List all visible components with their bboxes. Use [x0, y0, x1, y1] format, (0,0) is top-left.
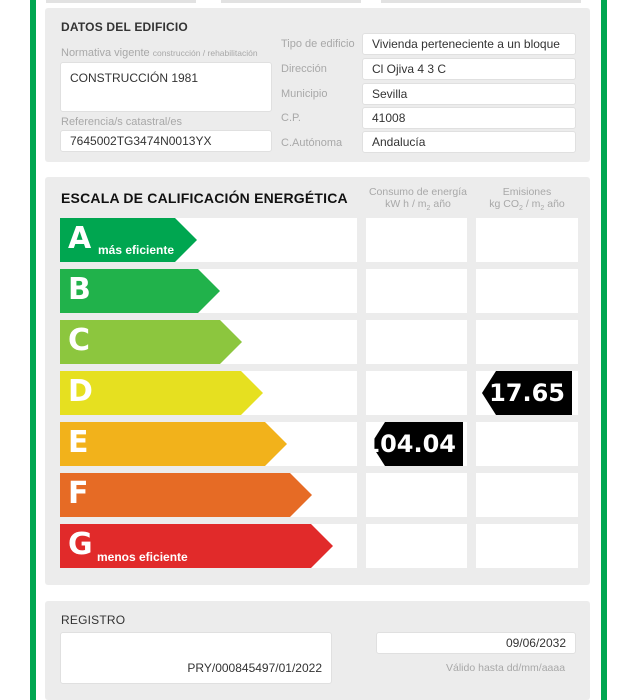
- field-label-ccaa: C.Autónoma: [281, 137, 343, 149]
- field-label-direccion: Dirección: [281, 63, 327, 75]
- emisiones-header: Emisiones kg $CO_2 / m_2$ año: [489, 186, 565, 213]
- referencia-value: 7645002TG3474N0013YX: [60, 130, 272, 152]
- rating-letter: E: [68, 425, 89, 460]
- rating-letter: G: [68, 527, 93, 562]
- normativa-label: Normativa vigente construcción / rehabilitación: [61, 47, 258, 59]
- rating-letter: D: [68, 374, 93, 409]
- consumo-cell-f: [366, 473, 467, 517]
- energy-scale-title: ESCALA DE CALIFICACIÓN ENERGÉTICA: [61, 190, 348, 206]
- consumo-cell-c: [366, 320, 467, 364]
- registro-title: REGISTRO: [61, 613, 126, 627]
- consumo-header: Consumo de energía kW h / $m_2$ año: [368, 186, 468, 213]
- normativa-value: CONSTRUCCIÓN 1981: [60, 62, 272, 112]
- rating-arrow-b: [60, 269, 220, 313]
- rating-arrow-e: [60, 422, 287, 466]
- registro-number: PRY/000845497/01/2022: [60, 632, 332, 684]
- field-value-ccaa: Andalucía: [362, 131, 576, 153]
- field-value-tipo: Vivienda perteneciente a un bloque: [362, 33, 576, 55]
- consumo-cell-a: [366, 218, 467, 262]
- field-label-municipio: Municipio: [281, 88, 328, 100]
- valid-until-label: Válido hasta dd/mm/aaaa: [446, 662, 566, 674]
- emisiones-value-tag: [482, 371, 572, 415]
- valid-until-value: 09/06/2032: [376, 632, 576, 654]
- rating-arrow-c: [60, 320, 242, 364]
- rating-letter: C: [68, 323, 91, 358]
- rating-arrow-d: [60, 371, 263, 415]
- rating-letter: A: [68, 221, 92, 256]
- rating-note: menos eficiente: [97, 550, 188, 564]
- field-value-direccion: Cl Ojiva 4 3 C: [362, 58, 576, 80]
- top-strip: [36, 0, 601, 4]
- emisiones-cell-g: [476, 524, 578, 568]
- rating-letter: F: [68, 476, 89, 511]
- emisiones-cell-a: [476, 218, 578, 262]
- referencia-label: Referencia/s catastral/es: [61, 116, 183, 128]
- field-value-cp: 41008: [362, 107, 576, 129]
- emisiones-cell-b: [476, 269, 578, 313]
- consumo-cell-d: [366, 371, 467, 415]
- field-label-tipo: Tipo de edificio: [281, 38, 355, 50]
- emisiones-cell-c: [476, 320, 578, 364]
- consumo-value-tag-text: 104.04: [363, 430, 456, 458]
- consumo-cell-g: [366, 524, 467, 568]
- consumo-cell-b: [366, 269, 467, 313]
- rating-arrow-g: [60, 524, 333, 568]
- emisiones-value-tag-text: 17.65: [489, 379, 565, 407]
- field-label-cp: C.P.: [281, 112, 301, 124]
- consumo-value-tag: [363, 422, 463, 466]
- rating-letter: B: [68, 272, 91, 307]
- emisiones-cell-e: [476, 422, 578, 466]
- field-value-municipio: Sevilla: [362, 83, 576, 105]
- rating-note: más eficiente: [98, 243, 175, 257]
- rating-arrow-f: [60, 473, 312, 517]
- rating-arrow-a: [60, 218, 197, 262]
- emisiones-cell-f: [476, 473, 578, 517]
- building-data-title: DATOS DEL EDIFICIO: [61, 20, 188, 34]
